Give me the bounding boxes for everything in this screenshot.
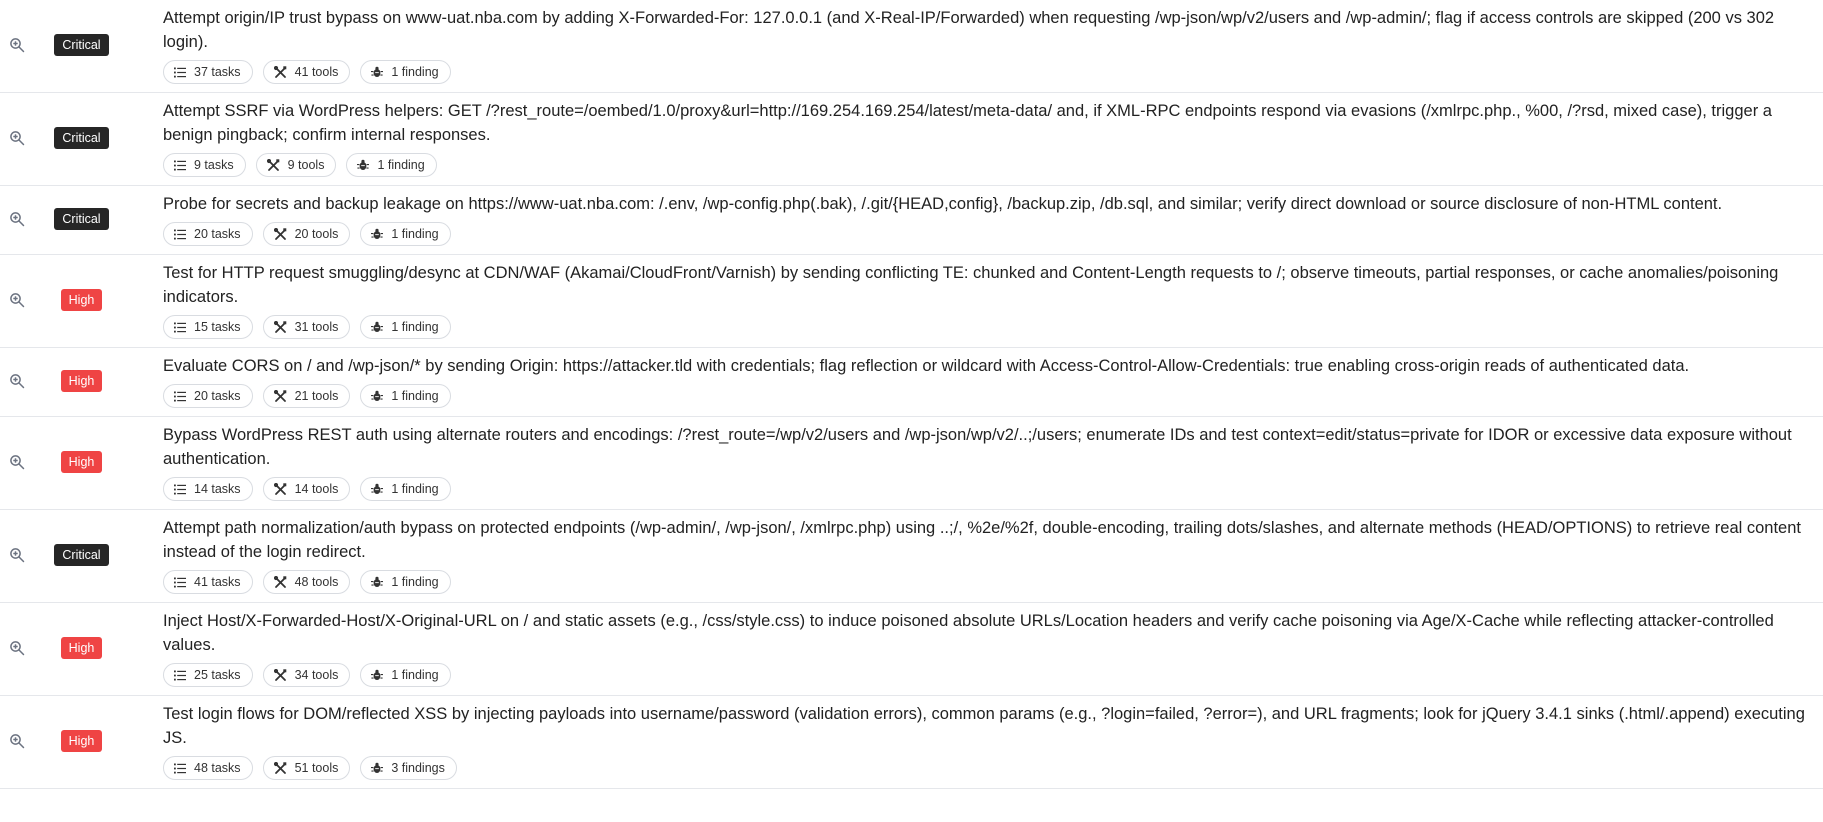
row-content	[129, 354, 1823, 408]
tasks-count: 25 tasks	[194, 668, 241, 682]
findings-chip[interactable]	[360, 60, 450, 84]
severity-cell	[34, 34, 129, 56]
findings-chip[interactable]	[360, 756, 457, 780]
findings-count: 1 finding	[391, 320, 439, 334]
tasks-count: 20 tasks	[194, 389, 241, 403]
findings-chip[interactable]	[360, 222, 450, 246]
tools-icon	[274, 228, 287, 241]
severity-cell	[34, 637, 129, 659]
severity-badge: High	[61, 370, 103, 392]
stats-chips	[163, 153, 1811, 177]
findings-chip[interactable]	[346, 153, 436, 177]
list-icon	[174, 391, 186, 402]
task-description: Test login flows for DOM/reflected XSS by injecting payloads into username/password (validation errors), common params (e.g., ?login=failed, ?error=), and URL fragments; look for jQuery 3.4.1 sinks (.html/.append) executing JS.	[163, 705, 1805, 747]
zoom-in-icon[interactable]	[0, 373, 34, 389]
severity-cell	[34, 127, 129, 149]
tools-chip[interactable]	[263, 477, 351, 501]
row-content	[129, 6, 1823, 84]
severity-badge: High	[61, 637, 103, 659]
tools-icon	[274, 321, 287, 334]
severity-cell	[34, 730, 129, 752]
row-content	[129, 192, 1823, 246]
stats-chips	[163, 222, 1811, 246]
zoom-in-icon[interactable]	[0, 454, 34, 470]
severity-badge: Critical	[54, 34, 108, 56]
stats-chips	[163, 663, 1811, 687]
tools-icon	[274, 762, 287, 775]
severity-cell	[34, 289, 129, 311]
stats-chips	[163, 315, 1811, 339]
tools-count: 41 tools	[294, 65, 339, 79]
severity-badge: Critical	[54, 127, 108, 149]
zoom-in-icon[interactable]	[0, 733, 34, 749]
tools-icon	[274, 483, 287, 496]
row-content	[129, 261, 1823, 339]
severity-badge: Critical	[54, 544, 108, 566]
severity-cell	[34, 451, 129, 473]
list-icon	[174, 763, 186, 774]
tasks-chip[interactable]	[163, 477, 253, 501]
tasks-count: 37 tasks	[194, 65, 241, 79]
tasks-count: 14 tasks	[194, 482, 241, 496]
tools-count: 21 tools	[294, 389, 339, 403]
tasks-chip[interactable]	[163, 153, 246, 177]
tools-count: 34 tools	[294, 668, 339, 682]
tools-chip[interactable]	[256, 153, 337, 177]
tools-chip[interactable]	[263, 315, 351, 339]
bug-icon	[371, 483, 383, 495]
task-description: Probe for secrets and backup leakage on https://www-uat.nba.com: /.env, /wp-config.php(.bak), /.git/{HEAD,config}, /backup.zip, /db.sql, and similar; verify direct download or source disclosure of non-HTML content.	[163, 195, 1723, 213]
findings-count: 1 finding	[391, 389, 439, 403]
zoom-in-icon[interactable]	[0, 292, 34, 308]
severity-cell	[34, 370, 129, 392]
row-content	[129, 702, 1823, 780]
tools-icon	[274, 390, 287, 403]
zoom-in-icon[interactable]	[0, 130, 34, 146]
tasks-chip[interactable]	[163, 315, 253, 339]
task-description: Test for HTTP request smuggling/desync at CDN/WAF (Akamai/CloudFront/Varnish) by sending conflicting TE: chunked and Content-Length requests to /; observe timeouts, partial responses, or cache anomalies/poisoning indicators.	[163, 264, 1779, 306]
list-item	[0, 696, 1823, 789]
task-description: Attempt origin/IP trust bypass on www-uat.nba.com by adding X-Forwarded-For: 127.0.0.1 (and X-Real-IP/Forwarded) when requesting /wp-json/wp/v2/users and /wp-admin/; flag if access controls are skipped (200 vs 302 login).	[163, 9, 1775, 51]
tools-chip[interactable]	[263, 222, 351, 246]
findings-chip[interactable]	[360, 663, 450, 687]
bug-icon	[371, 321, 383, 333]
row-content	[129, 423, 1823, 501]
findings-count: 1 finding	[377, 158, 425, 172]
list-icon	[174, 577, 186, 588]
row-content	[129, 516, 1823, 594]
list-item	[0, 603, 1823, 696]
tools-count: 31 tools	[294, 320, 339, 334]
bug-icon	[371, 576, 383, 588]
tasks-count: 9 tasks	[194, 158, 234, 172]
findings-count: 1 finding	[391, 482, 439, 496]
list-item	[0, 0, 1823, 93]
zoom-in-icon[interactable]	[0, 547, 34, 563]
tools-chip[interactable]	[263, 60, 351, 84]
task-description: Attempt path normalization/auth bypass on protected endpoints (/wp-admin/, /wp-json/, /xmlrpc.php) using ..;/, %2e/%2f, double-encoding, trailing dots/slashes, and alternate methods (HEAD/OPTIONS) to retrieve real content instead of the login redirect.	[163, 519, 1801, 561]
row-content	[129, 609, 1823, 687]
tools-icon	[274, 669, 287, 682]
severity-badge: High	[61, 730, 103, 752]
list-item	[0, 510, 1823, 603]
tasks-chip[interactable]	[163, 60, 253, 84]
tools-chip[interactable]	[263, 384, 351, 408]
task-description: Evaluate CORS on / and /wp-json/* by sending Origin: https://attacker.tld with credentials; flag reflection or wildcard with Access-Control-Allow-Credentials: true enabling cross-origin reads of authenticated data.	[163, 357, 1690, 375]
stats-chips	[163, 570, 1811, 594]
task-description: Bypass WordPress REST auth using alternate routers and encodings: /?rest_route=/wp/v2/users and /wp-json/wp/v2/..;/users; enumerate IDs and test context=edit/status=private for IDOR or excessive data exposure without authentication.	[163, 426, 1792, 468]
tools-chip[interactable]	[263, 663, 351, 687]
bug-icon	[357, 159, 369, 171]
stats-chips	[163, 756, 1811, 780]
bug-icon	[371, 228, 383, 240]
task-description: Attempt SSRF via WordPress helpers: GET /?rest_route=/oembed/1.0/proxy&url=http://169.254.169.254/latest/meta-data/ and, if XML-RPC endpoints respond via evasions (/xmlrpc.php., %00, /?rsd, mixed case), trigger a benign pingback; confirm internal responses.	[163, 102, 1772, 144]
stats-chips	[163, 60, 1811, 84]
bug-icon	[371, 669, 383, 681]
tasks-chip[interactable]	[163, 663, 253, 687]
tools-count: 14 tools	[294, 482, 339, 496]
findings-count: 1 finding	[391, 668, 439, 682]
tools-icon	[267, 159, 280, 172]
severity-badge: High	[61, 289, 103, 311]
stats-chips	[163, 384, 1811, 408]
list-item	[0, 186, 1823, 255]
tasks-count: 41 tasks	[194, 575, 241, 589]
list-item	[0, 417, 1823, 510]
tasks-count: 15 tasks	[194, 320, 241, 334]
list-icon	[174, 670, 186, 681]
tasks-chip[interactable]	[163, 756, 253, 780]
list-item	[0, 348, 1823, 417]
stats-chips	[163, 477, 1811, 501]
tasks-chip[interactable]	[163, 384, 253, 408]
tools-count: 51 tools	[294, 761, 339, 775]
findings-chip[interactable]	[360, 315, 450, 339]
zoom-in-icon[interactable]	[0, 640, 34, 656]
findings-count: 1 finding	[391, 575, 439, 589]
tasks-chip[interactable]	[163, 570, 253, 594]
severity-cell	[34, 208, 129, 230]
list-icon	[174, 229, 186, 240]
tools-count: 20 tools	[294, 227, 339, 241]
tasks-count: 20 tasks	[194, 227, 241, 241]
severity-badge: High	[61, 451, 103, 473]
list-icon	[174, 67, 186, 78]
bug-icon	[371, 762, 383, 774]
findings-count: 1 finding	[391, 65, 439, 79]
bug-icon	[371, 66, 383, 78]
list-icon	[174, 484, 186, 495]
bug-icon	[371, 390, 383, 402]
tools-icon	[274, 66, 287, 79]
findings-count: 1 finding	[391, 227, 439, 241]
findings-chip[interactable]	[360, 384, 450, 408]
tasks-count: 48 tasks	[194, 761, 241, 775]
findings-chip[interactable]	[360, 477, 450, 501]
severity-badge: Critical	[54, 208, 108, 230]
findings-chip[interactable]	[360, 570, 450, 594]
tools-chip[interactable]	[263, 756, 351, 780]
list-item	[0, 93, 1823, 186]
list-icon	[174, 160, 186, 171]
task-description: Inject Host/X-Forwarded-Host/X-Original-URL on / and static assets (e.g., /css/style.css) to induce poisoned absolute URLs/Location headers and verify cache poisoning via Age/X-Cache while reflecting attacker-controlled values.	[163, 612, 1774, 654]
list-icon	[174, 322, 186, 333]
tools-count: 9 tools	[287, 158, 325, 172]
findings-count: 3 findings	[391, 761, 445, 775]
severity-cell	[34, 544, 129, 566]
tools-count: 48 tools	[294, 575, 339, 589]
list-item	[0, 255, 1823, 348]
tasks-chip[interactable]	[163, 222, 253, 246]
zoom-in-icon[interactable]	[0, 211, 34, 227]
zoom-in-icon[interactable]	[0, 37, 34, 53]
row-content	[129, 99, 1823, 177]
tools-chip[interactable]	[263, 570, 351, 594]
tools-icon	[274, 576, 287, 589]
